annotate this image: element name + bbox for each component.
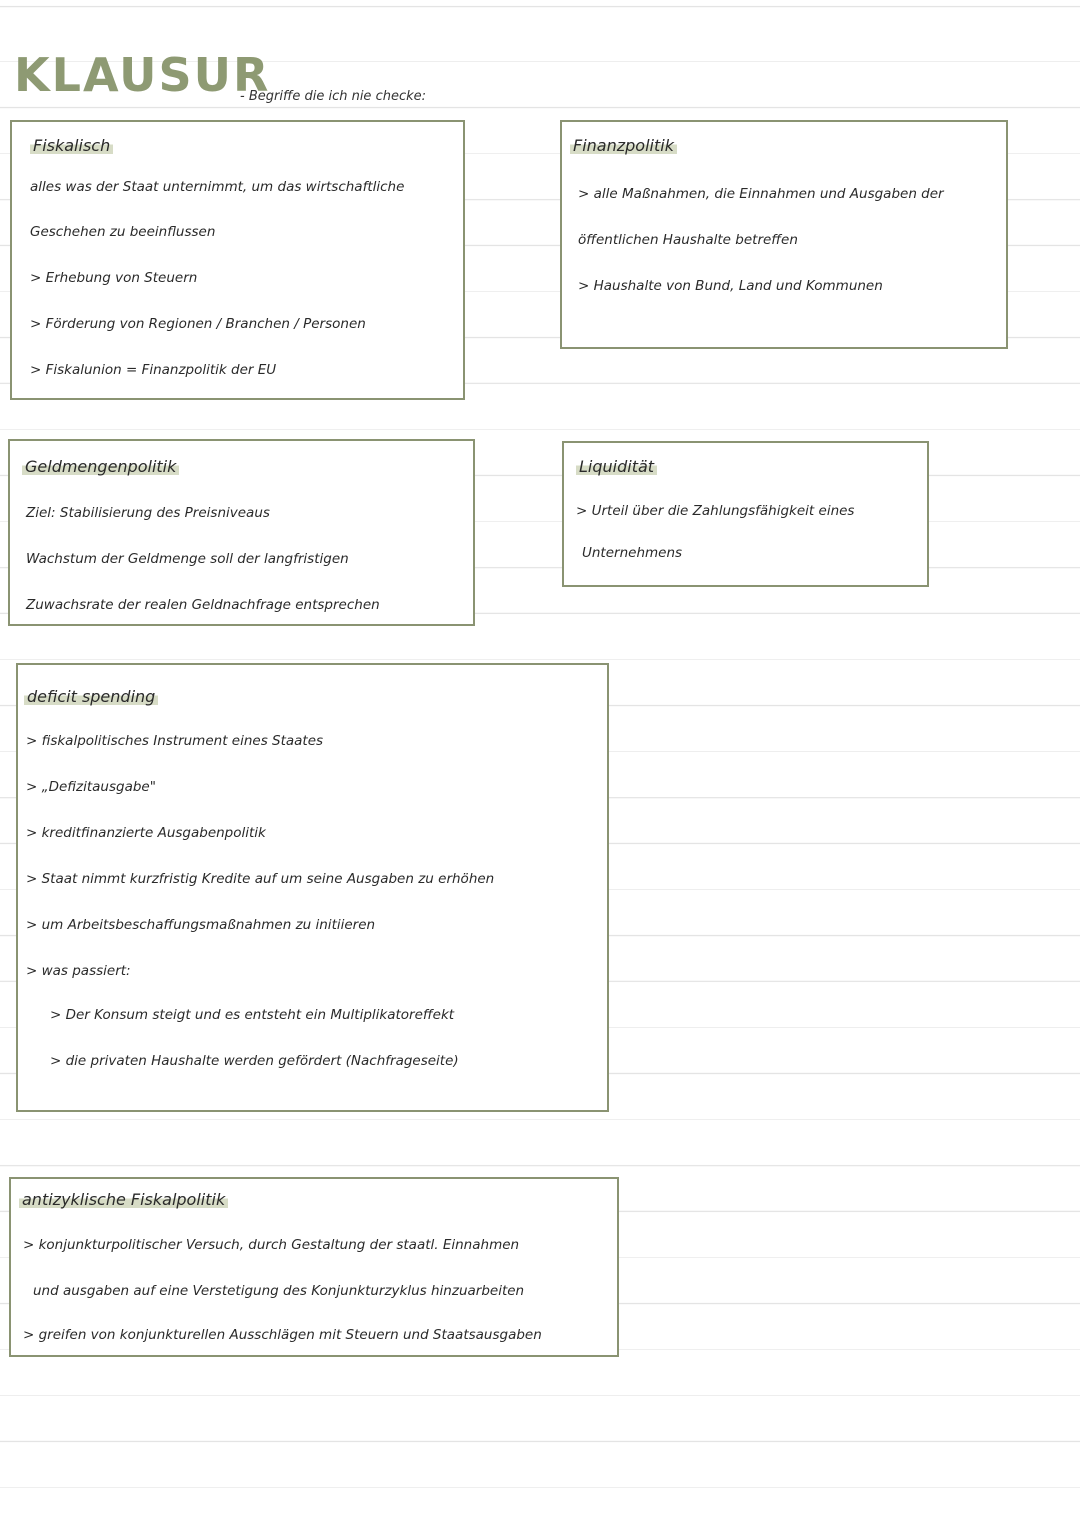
card-geldmengenpolitik [8, 439, 475, 626]
card-line: und ausgaben auf eine Verstetigung des Konjunkturzyklus hinzuarbeiten [33, 1283, 525, 1299]
card-line: > fiskalpolitisches Instrument eines Staates [26, 733, 324, 749]
card-line: öffentlichen Haushalte betreffen [578, 232, 798, 248]
card-line: > Urteil über die Zahlungsfähigkeit eines [576, 503, 855, 519]
card-line: > Erhebung von Steuern [30, 270, 198, 286]
page-title: KLAUSUR [14, 48, 271, 102]
card-line: > die privaten Haushalte werden gefördert (Nachfrageseite) [50, 1053, 459, 1069]
card-line: > was passiert: [26, 963, 131, 979]
card-line: > Staat nimmt kurzfristig Kredite auf um seine Ausgaben zu erhöhen [26, 871, 495, 887]
card-title: Finanzpolitik [570, 138, 677, 154]
card-line: > Fiskalunion = Finanzpolitik der EU [30, 362, 277, 378]
page-subtitle: - Begriffe die ich nie checke: [240, 89, 427, 104]
card-line: > um Arbeitsbeschaffungsmaßnahmen zu initiieren [26, 917, 376, 933]
card-antizyklische-fiskalpolitik [9, 1177, 619, 1357]
card-finanzpolitik [560, 120, 1008, 349]
card-line: > konjunkturpolitischer Versuch, durch Gestaltung der staatl. Einnahmen [23, 1237, 520, 1253]
card-line: > „Defizitausgabe" [26, 779, 156, 795]
card-line: > kreditfinanzierte Ausgabenpolitik [26, 825, 266, 841]
card-line: Geschehen zu beeinflussen [30, 224, 216, 240]
card-line: Wachstum der Geldmenge soll der langfristigen [26, 551, 349, 567]
card-title: deficit spending [24, 689, 158, 705]
card-line: > alle Maßnahmen, die Einnahmen und Ausgaben der [578, 186, 944, 202]
card-line: Unternehmens [582, 545, 683, 561]
card-fiskalisch [10, 120, 465, 400]
card-line: > Haushalte von Bund, Land und Kommunen [578, 278, 883, 294]
card-line: alles was der Staat unternimmt, um das wirtschaftliche [30, 179, 405, 195]
card-line: > greifen von konjunkturellen Ausschlägen mit Steuern und Staatsausgaben [23, 1327, 542, 1343]
card-line: Zuwachsrate der realen Geldnachfrage entsprechen [26, 597, 380, 613]
card-line: > Der Konsum steigt und es entsteht ein Multiplikatoreffekt [50, 1007, 455, 1023]
card-deficit-spending [16, 663, 609, 1112]
card-title: Fiskalisch [30, 138, 113, 154]
card-liquiditaet [562, 441, 929, 587]
card-title: antizyklische Fiskalpolitik [19, 1192, 228, 1208]
card-line: Ziel: Stabilisierung des Preisniveaus [26, 505, 270, 521]
card-title: Geldmengenpolitik [22, 459, 179, 475]
card-title: Liquidität [576, 459, 657, 475]
card-line: > Förderung von Regionen / Branchen / Personen [30, 316, 366, 332]
